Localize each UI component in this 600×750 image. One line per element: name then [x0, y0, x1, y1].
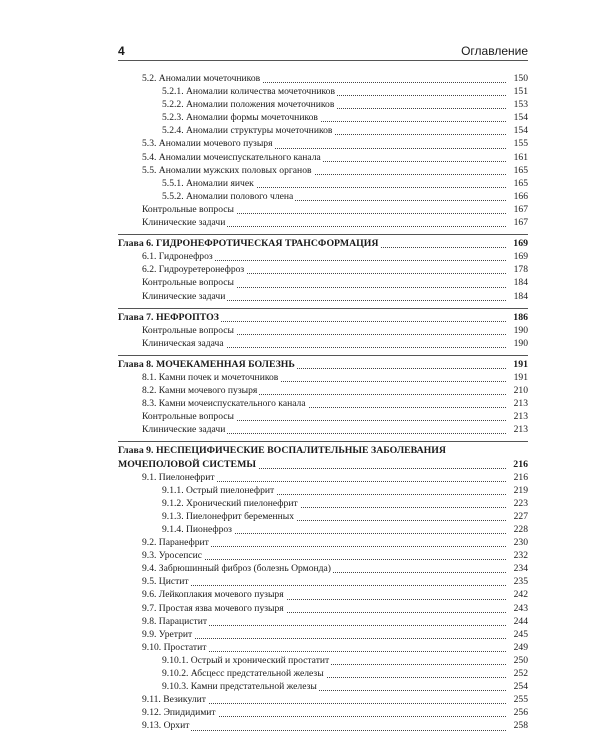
toc-entry-page: 150	[506, 72, 528, 85]
toc-entry-title: 9.7. Простая язва мочевого пузыря	[142, 602, 284, 614]
toc-entry-title: 9.8. Парацистит	[142, 615, 208, 627]
toc-entry-title: 5.2. Аномалии мочеточников	[142, 73, 261, 84]
toc-entry-title: 9.5. Цистит	[142, 576, 189, 588]
toc-entry[interactable]	[118, 423, 528, 436]
toc-entry-title: 9.1.1. Острый пиелонефрит	[162, 484, 275, 496]
toc-entry-title: Глава 9. НЕСПЕЦИФИЧЕСКИЕ ВОСПАЛИТЕЛЬНЫЕ ЗАБОЛЕВАНИЯ	[118, 445, 446, 457]
toc-entry-page: 235	[506, 575, 528, 588]
toc-entry-page: 213	[506, 397, 528, 410]
toc-entry-page: 258	[506, 719, 528, 732]
toc-entry-page: 178	[506, 263, 528, 276]
toc-chapter-block	[118, 441, 528, 732]
toc-entry-page: 169	[506, 237, 528, 250]
toc-entry-page: 154	[506, 124, 528, 137]
toc-entry-page: 232	[506, 549, 528, 562]
toc-entry-title: 9.1.2. Хронический пиелонефрит	[162, 497, 298, 509]
toc-entry-title: 9.1. Пиелонефрит	[142, 471, 215, 483]
toc-entry-title: 9.6. Лейкоплакия мочевого пузыря	[142, 589, 284, 601]
toc-entry-page: 242	[506, 588, 528, 601]
toc-entry-page: 250	[506, 654, 528, 667]
toc-entry-title: 9.2. Паранефрит	[142, 537, 209, 549]
toc-entry-title: Клинические задачи	[142, 290, 226, 302]
toc-entry-page: 234	[506, 562, 528, 575]
toc-entry-title: Глава 7. НЕФРОПТОЗ	[118, 311, 219, 323]
toc-entry-title: 9.12. Эпидидимит	[142, 707, 216, 719]
toc-entry-page: 184	[506, 276, 528, 289]
toc-entry-title: Глава 8. МОЧЕКАМЕННАЯ БОЛЕЗНЬ	[118, 358, 295, 370]
toc-entry-page: 223	[506, 497, 528, 510]
toc-entry-title: 8.2. Камни мочевого пузыря	[142, 385, 258, 397]
toc-entry-page: 249	[506, 641, 528, 654]
toc-entry-title: Клиническая задача	[142, 337, 224, 349]
toc-entry-title: 5.3. Аномалии мочевого пузыря	[142, 138, 273, 150]
toc-entry-title: 6.2. Гидроуретеронефроз	[142, 264, 245, 276]
toc-entry-page: 216	[506, 458, 528, 471]
toc-entry-title: 9.10.3. Камни предстательной железы	[162, 681, 317, 693]
page-header	[118, 40, 528, 62]
toc-entry[interactable]	[118, 290, 528, 303]
toc-entry-page: 191	[506, 358, 528, 371]
toc-entry-page: 230	[506, 536, 528, 549]
toc-entry-title: Контрольные вопросы	[142, 411, 234, 423]
header-rule	[118, 60, 528, 61]
toc-entry-page: 165	[506, 177, 528, 190]
toc-entry-page: 228	[506, 523, 528, 536]
toc-entry-page: 252	[506, 667, 528, 680]
toc-entry-title: 5.2.1. Аномалии количества мочеточников	[162, 86, 335, 98]
toc-entry-page: 154	[506, 111, 528, 124]
toc-entry-title: Клинические задачи	[142, 217, 226, 229]
toc-entry[interactable]	[118, 216, 528, 229]
toc-entry-title: 9.9. Уретрит	[142, 628, 193, 640]
toc-entry-title: 9.10. Простатит	[142, 641, 207, 653]
table-of-contents	[118, 72, 528, 733]
toc-entry-title: Глава 6. ГИДРОНЕФРОТИЧЕСКАЯ ТРАНСФОРМАЦИЯ	[118, 238, 379, 250]
toc-entry-page: 219	[506, 484, 528, 497]
toc-entry-page: 151	[506, 85, 528, 98]
toc-entry-title: 5.2.2. Аномалии положения мочеточников	[162, 99, 335, 111]
toc-entry-page: 155	[506, 137, 528, 150]
toc-entry-page: 213	[506, 410, 528, 423]
toc-chapter-block	[118, 234, 528, 302]
toc-entry-title: 5.2.4. Аномалии структуры мочеточников	[162, 125, 333, 137]
toc-entry-page: 245	[506, 628, 528, 641]
toc-entry-title: 9.13. Орхит	[142, 720, 190, 732]
running-title: Оглавление	[461, 44, 528, 58]
dot-leader	[142, 625, 508, 639]
toc-entry-title: МОЧЕПОЛОВОЙ СИСТЕМЫ	[118, 458, 256, 470]
toc-entry-page: 255	[506, 693, 528, 706]
toc-entry-page: 227	[506, 510, 528, 523]
toc-entry-page: 244	[506, 615, 528, 628]
toc-entry-title: 9.1.3. Пиелонефрит беременных	[162, 510, 295, 522]
toc-entry-page: 165	[506, 164, 528, 177]
toc-entry-title: 9.10.2. Абсцесс предстательной железы	[162, 668, 324, 680]
toc-entry-page: 243	[506, 602, 528, 615]
toc-entry-page: 190	[506, 337, 528, 350]
toc-entry-page: 186	[506, 311, 528, 324]
toc-entry-page: 210	[506, 384, 528, 397]
toc-chapter-block	[118, 355, 528, 437]
toc-entry-title: 9.11. Везикулит	[142, 694, 206, 706]
dot-leader	[142, 716, 508, 730]
toc-block	[118, 72, 528, 229]
toc-entry-page: 216	[506, 471, 528, 484]
toc-entry-page: 184	[506, 290, 528, 303]
toc-entry-title: 9.3. Уросепсис	[142, 550, 202, 562]
toc-entry-title: 5.2.3. Аномалии формы мочеточников	[162, 112, 318, 124]
toc-entry-page: 256	[506, 706, 528, 719]
dot-leader	[142, 572, 508, 586]
toc-entry-page: 166	[506, 190, 528, 203]
toc-entry-title: 6.1. Гидронефроз	[142, 251, 213, 263]
toc-entry-page: 161	[506, 151, 528, 164]
toc-entry-page: 167	[506, 216, 528, 229]
toc-entry-title: 5.5. Аномалии мужских половых органов	[142, 164, 312, 176]
toc-entry-page: 254	[506, 680, 528, 693]
toc-chapter-block	[118, 308, 528, 350]
toc-entry-page: 153	[506, 98, 528, 111]
toc-entry-page: 213	[506, 423, 528, 436]
toc-entry-title: 5.4. Аномалии мочеиспускательного канала	[142, 151, 321, 163]
toc-entry-title: 5.5.2. Аномалии полового члена	[162, 190, 294, 202]
toc-entry-title: Контрольные вопросы	[142, 203, 234, 215]
toc-entry-title: 9.10.1. Острый и хронический простатит	[162, 654, 330, 666]
toc-entry[interactable]	[118, 719, 528, 732]
toc-entry-title: 8.1. Камни почек и мочеточников	[142, 371, 279, 383]
toc-entry-page: 190	[506, 324, 528, 337]
toc-entry-title: 5.5.1. Аномалии яичек	[162, 177, 254, 189]
toc-entry-title: Клинические задачи	[142, 424, 226, 436]
toc-entry-title: 8.3. Камни мочеиспускательного канала	[142, 398, 306, 410]
toc-entry-page: 169	[506, 250, 528, 263]
page-number: 4	[118, 44, 125, 58]
toc-entry-page: 167	[506, 203, 528, 216]
toc-entry-title: Контрольные вопросы	[142, 277, 234, 289]
toc-entry-title: Контрольные вопросы	[142, 324, 234, 336]
toc-entry-page: 191	[506, 371, 528, 384]
toc-entry-title: 9.1.4. Пионефроз	[162, 524, 232, 535]
toc-entry-title: 9.4. Забрюшинный фиброз (болезнь Ормонда)	[142, 563, 332, 575]
toc-entry[interactable]	[118, 337, 528, 350]
